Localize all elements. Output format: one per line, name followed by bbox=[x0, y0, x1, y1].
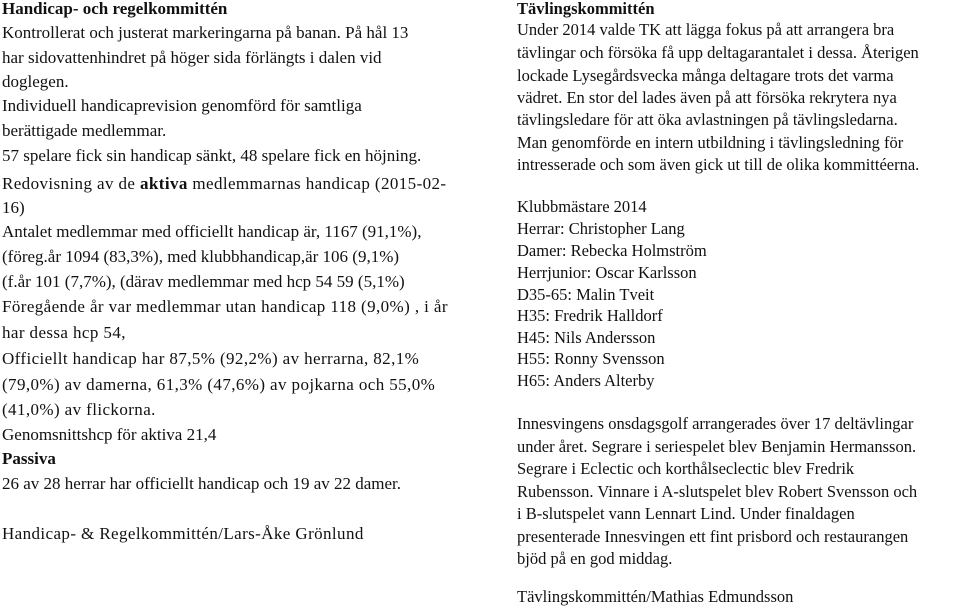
paragraph-line: berättigade medlemmar. bbox=[2, 121, 167, 140]
paragraph-line: lockade Lysegårdsvecka många deltagare trots det varma bbox=[517, 66, 894, 85]
stats-line: (79,0%) av damerna, 61,3% (47,6%) av pojkarna och 55,0% bbox=[2, 375, 436, 394]
stats-line: Föregående år var medlemmar utan handicap 118 (9,0%) , i år bbox=[2, 297, 448, 316]
aktiva-emphasis: aktiva bbox=[140, 174, 188, 193]
champion-entry: D35-65: Malin Tveit bbox=[517, 285, 655, 304]
paragraph-line: presenterade Innesvingen ett fint prisbord och restaurangen bbox=[517, 527, 909, 546]
redovisning-line-2: 16) bbox=[2, 198, 25, 217]
champion-entry: H65: Anders Alterby bbox=[517, 371, 655, 390]
paragraph-line: Segrare i Eclectic och korthålseclectic blev Fredrik bbox=[517, 459, 855, 478]
stats-line: (41,0%) av flickorna. bbox=[2, 400, 156, 419]
paragraph-line: har sidovattenhindret på höger sida förlängts i dalen vid bbox=[2, 48, 382, 67]
redovisning-suffix: medlemmarnas handicap (2015-02- bbox=[187, 174, 447, 193]
champion-entry: Herrar: Christopher Lang bbox=[517, 219, 685, 238]
paragraph-line: under året. Segrare i seriespelet blev Benjamin Hermansson. bbox=[517, 437, 917, 456]
heading-competition-committee: Tävlingskommittén bbox=[517, 0, 655, 18]
paragraph-line: Individuell handicaprevision genomförd för samtliga bbox=[2, 96, 362, 115]
stats-line: har dessa hcp 54, bbox=[2, 323, 126, 342]
heading-passiva: Passiva bbox=[2, 449, 56, 468]
signature-competition-committee: Tävlingskommittén/Mathias Edmundsson bbox=[517, 587, 794, 606]
paragraph-line: Under 2014 valde TK att lägga fokus på att arrangera bra bbox=[517, 20, 895, 39]
stats-line: (f.år 101 (7,7%), (därav medlemmar med hcp 54 59 (5,1%) bbox=[2, 272, 405, 291]
paragraph-line: 57 spelare fick sin handicap sänkt, 48 spelare fick en höjning. bbox=[2, 146, 422, 165]
signature-handicap-committee: Handicap- & Regelkommittén/Lars-Åke Grönlund bbox=[2, 524, 364, 543]
paragraph-line: Innesvingens onsdagsgolf arrangerades över 17 deltävlingar bbox=[517, 414, 914, 433]
redovisning-prefix: Redovisning av de bbox=[2, 174, 140, 193]
champion-entry: H35: Fredrik Halldorf bbox=[517, 306, 663, 325]
redovisning-line bbox=[2, 174, 447, 194]
paragraph-line: doglegen. bbox=[2, 72, 69, 91]
champions-title: Klubbmästare 2014 bbox=[517, 197, 647, 216]
paragraph-line: Rubensson. Vinnare i A-slutspelet blev Robert Svensson och bbox=[517, 482, 918, 501]
paragraph-line: bjöd på en god middag. bbox=[517, 549, 673, 568]
paragraph-line: tävlingsledare för att öka avlastningen på tävlingsledarna. bbox=[517, 110, 898, 129]
stats-line: Genomsnittshcp för aktiva 21,4 bbox=[2, 425, 217, 444]
stats-line: Officiellt handicap har 87,5% (92,2%) av herrarna, 82,1% bbox=[2, 349, 420, 368]
paragraph-line: Man genomförde en intern utbildning i tävlingsledning för bbox=[517, 133, 904, 152]
paragraph-line: i B-slutspelet vann Lennart Lind. Under finaldagen bbox=[517, 504, 855, 523]
paragraph-line: Kontrollerat och justerat markeringarna på banan. På hål 13 bbox=[2, 23, 409, 42]
champion-entry: H45: Nils Andersson bbox=[517, 328, 656, 347]
paragraph-line: intresserade och som även gick ut till de olika kommittéerna. bbox=[517, 155, 920, 174]
paragraph-line: vädret. En stor del lades även på att försöka rekrytera nya bbox=[517, 88, 897, 107]
passiva-text: 26 av 28 herrar har officiellt handicap och 19 av 22 damer. bbox=[2, 474, 402, 493]
paragraph-line: tävlingar och försöka få upp deltagarantalet i dessa. Återigen bbox=[517, 43, 919, 62]
heading-handicap-committee: Handicap- och regelkommittén bbox=[2, 0, 228, 18]
stats-line: Antalet medlemmar med officiellt handicap är, 1167 (91,1%), bbox=[2, 222, 422, 241]
champion-entry: Herrjunior: Oscar Karlsson bbox=[517, 263, 697, 282]
champion-entry: Damer: Rebecka Holmström bbox=[517, 241, 707, 260]
champion-entry: H55: Ronny Svensson bbox=[517, 349, 665, 368]
stats-line: (föreg.år 1094 (83,3%), med klubbhandicap,är 106 (9,1%) bbox=[2, 247, 400, 266]
